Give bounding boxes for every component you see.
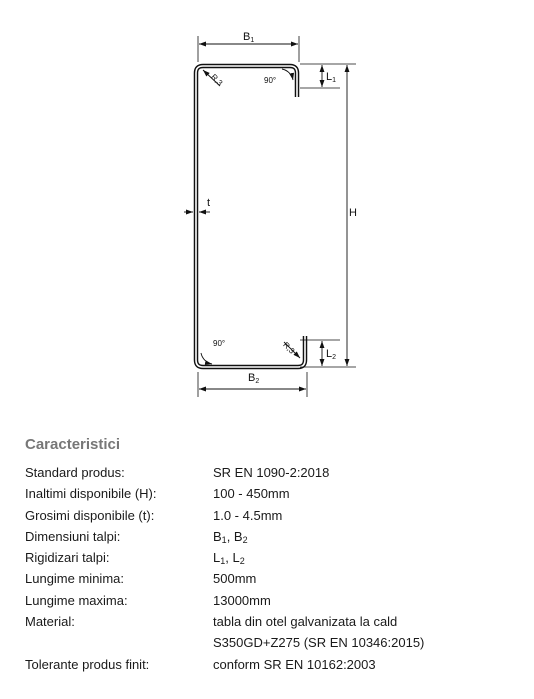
c-profile-section [196, 66, 305, 367]
spec-key: Lungime minima: [25, 571, 124, 587]
r-bottom-label: R,3 [281, 340, 297, 356]
spec-subscript: 2 [242, 534, 248, 545]
b1-label: B1 [243, 31, 255, 44]
spec-key [25, 632, 213, 653]
spec-value: conform SR EN 10162:2003 [213, 656, 376, 672]
spec-key: Standard produs: [25, 465, 125, 480]
spec-value: 13000mm [213, 592, 271, 608]
spec-subscript: 1 [220, 556, 226, 567]
spec-symbol: L [213, 550, 221, 566]
spec-key: Inaltimi disponibile (H): [25, 486, 157, 502]
l1-label: L1 [326, 71, 337, 84]
spec-value [213, 547, 505, 568]
spec-row [25, 611, 505, 632]
spec-separator: , [225, 550, 233, 566]
spec-subscript: 2 [239, 556, 245, 567]
h-label: H [349, 207, 357, 219]
spec-value: S350GD+Z275 (SR EN 10346:2015) [213, 635, 425, 651]
angle-bottom-label: 90° [213, 339, 226, 348]
spec-row [25, 483, 505, 504]
spec-row [25, 547, 505, 568]
spec-row [25, 526, 505, 547]
spec-row [25, 632, 505, 653]
spec-value: 500mm [213, 571, 257, 587]
spec-key: Rigidizari talpi: [25, 550, 110, 566]
spec-symbol: B [233, 528, 243, 544]
angle-top-arc [282, 69, 293, 80]
spec-value: 1.0 - 4.5mm [213, 507, 283, 523]
spec-key: Dimensiuni talpi: [25, 528, 121, 544]
specs-table [25, 462, 505, 675]
spec-key: Grosimi disponibile (t): [25, 507, 155, 523]
spec-value: tabla din otel galvanizata la cald [213, 614, 398, 630]
spec-value: SR EN 1090-2:2018 [213, 465, 330, 480]
spec-key: Lungime maxima: [25, 592, 128, 608]
angle-bottom-arc [201, 353, 212, 364]
spec-row [25, 654, 505, 675]
spec-symbol: L [232, 550, 240, 566]
spec-row [25, 462, 505, 483]
spec-key: Material: [25, 614, 75, 630]
l2-label: L2 [326, 348, 337, 361]
spec-symbol: B [213, 528, 222, 544]
spec-row [25, 505, 505, 526]
spec-subscript: 1 [221, 534, 227, 545]
spec-row [25, 590, 505, 611]
dimension-lines [184, 44, 347, 389]
angle-marks [201, 69, 293, 364]
section-title: Caracteristici [25, 436, 121, 453]
spec-value: 100 - 450mm [213, 486, 290, 502]
spec-row [25, 568, 505, 589]
spec-value [213, 526, 505, 547]
t-label: t [207, 197, 211, 209]
spec-key: Tolerante produs finit: [25, 656, 150, 672]
spec-separator: , [226, 528, 234, 544]
b2-label: B2 [248, 372, 260, 385]
angle-top-label: 90° [264, 76, 277, 85]
r-top-label: R,3 [209, 72, 225, 88]
